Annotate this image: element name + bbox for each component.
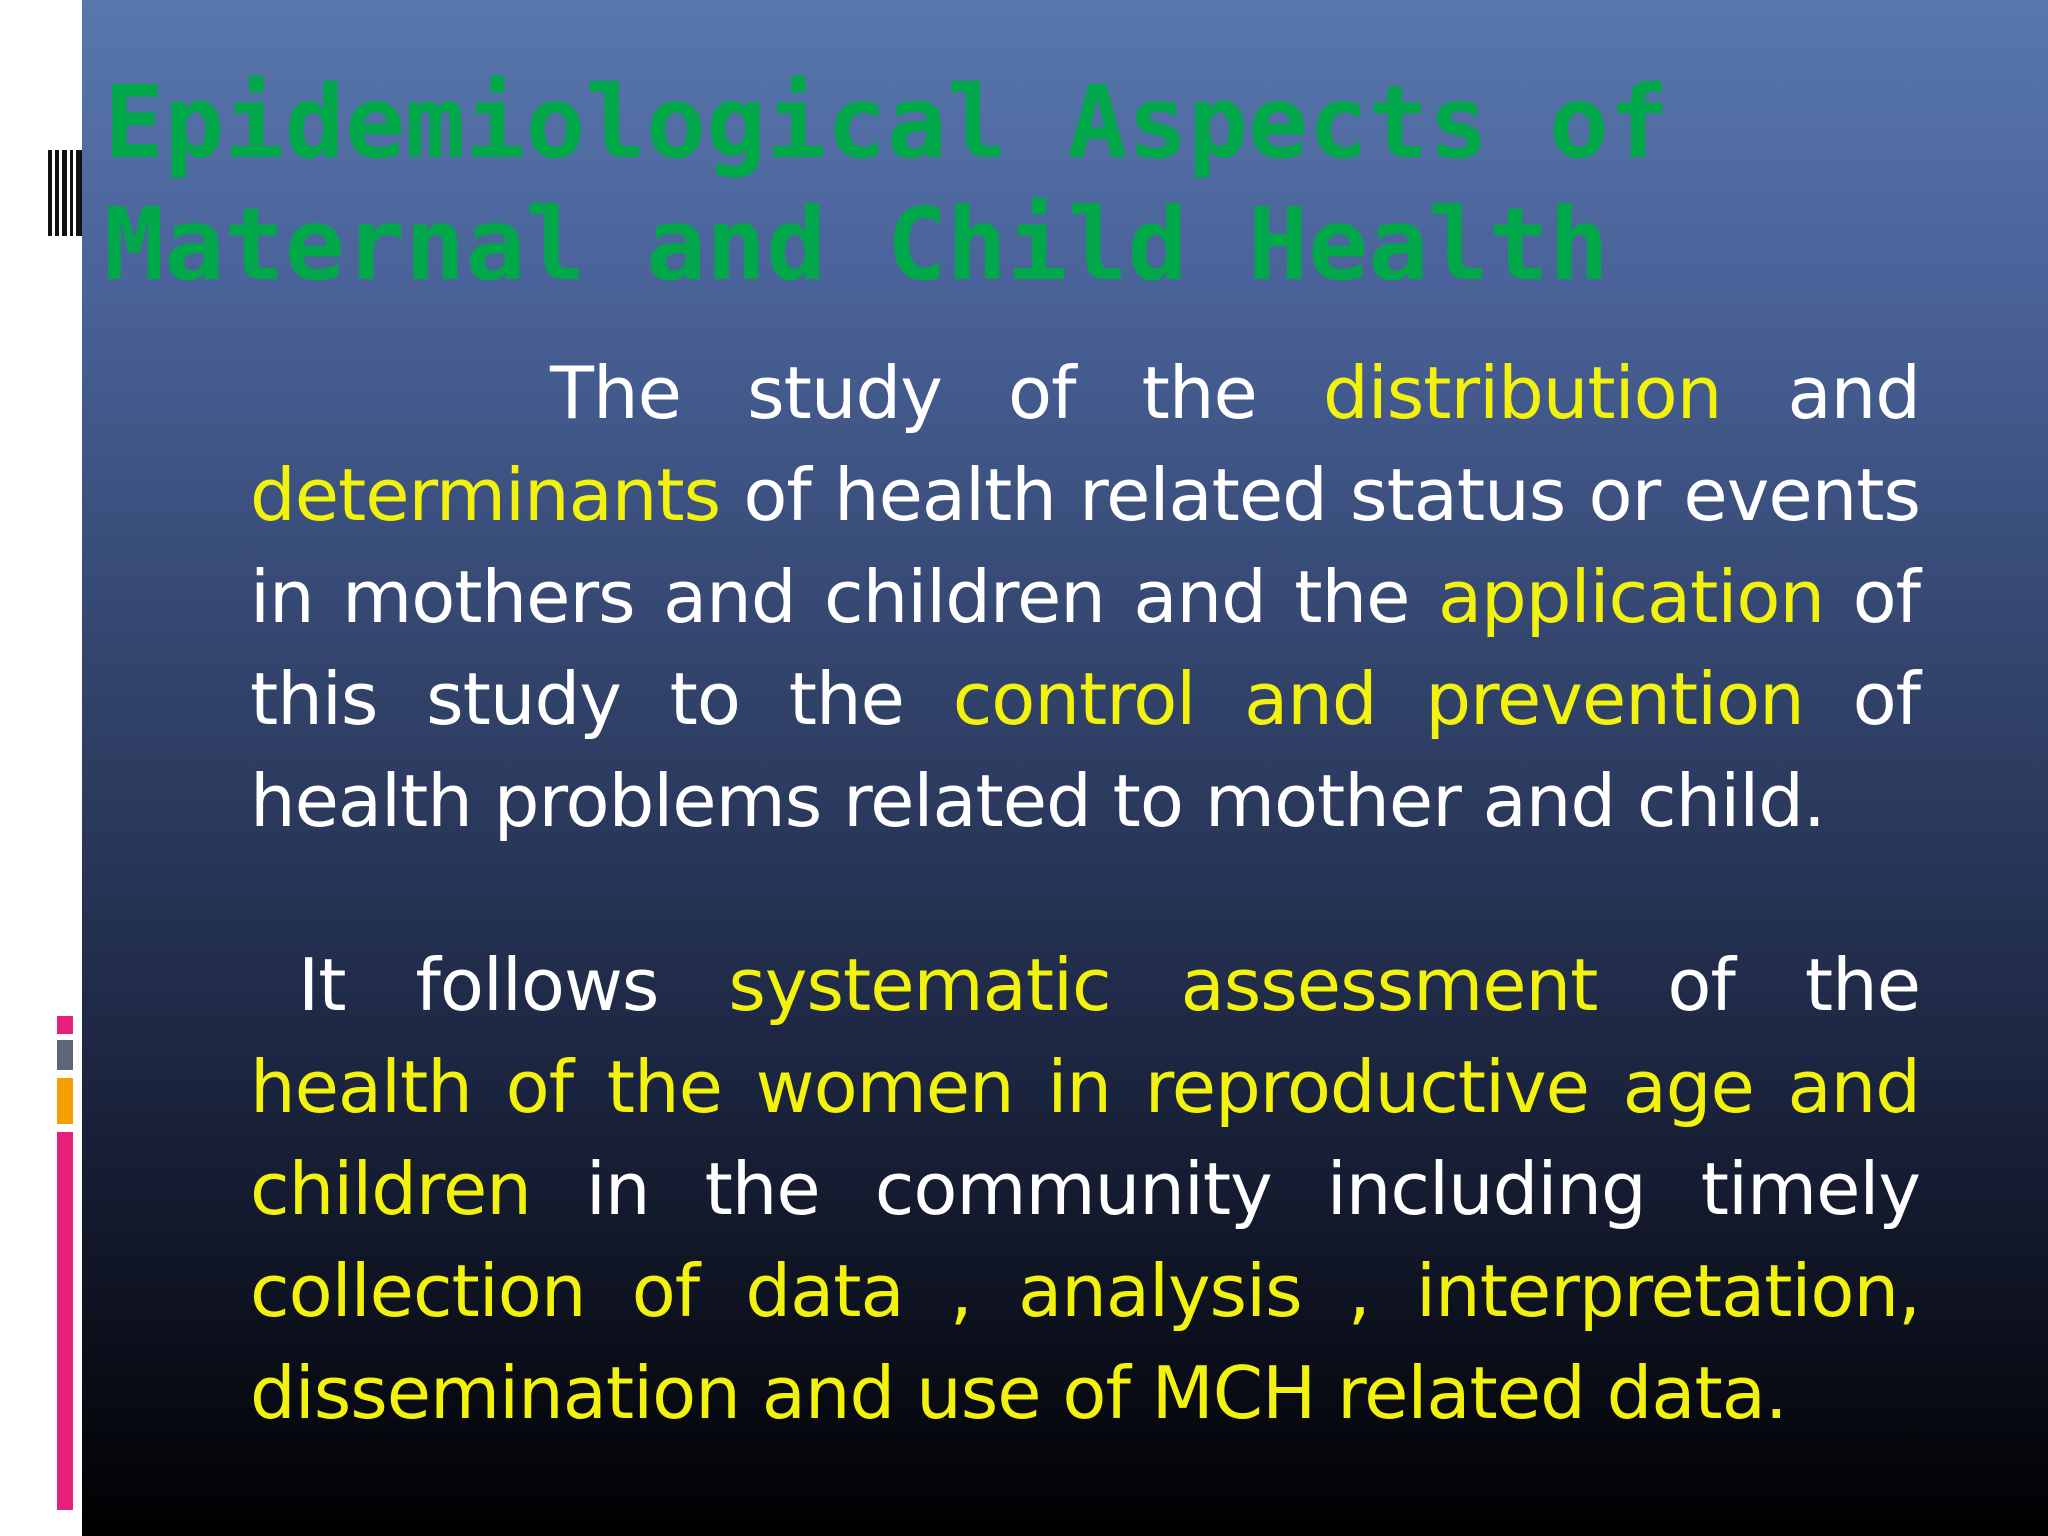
text-segment: of health related status or events in mothers and children and the bbox=[250, 453, 1920, 639]
decor-stripe bbox=[62, 150, 67, 236]
decor-stripe bbox=[70, 150, 73, 236]
highlight-systematic-assessment: systematic assessment bbox=[728, 943, 1598, 1027]
text-segment: It follows bbox=[298, 943, 729, 1027]
slide-title bbox=[104, 62, 1669, 306]
decor-stripe bbox=[48, 150, 52, 236]
text-segment: of this study to the bbox=[250, 555, 1920, 741]
highlight-application: application bbox=[1437, 555, 1825, 639]
highlight-control-and-prevention: control and prevention bbox=[952, 657, 1804, 741]
decor-stripe bbox=[55, 150, 59, 236]
decor-bar-orange bbox=[57, 1078, 73, 1124]
decor-bar-gray bbox=[57, 1040, 73, 1070]
highlight-distribution: distribution bbox=[1323, 351, 1722, 435]
assessment-paragraph bbox=[250, 934, 1920, 1444]
slide-title-line-2: Maternal and Child Health bbox=[104, 186, 1610, 303]
decor-bar-pink-long bbox=[57, 1132, 73, 1510]
content-panel bbox=[82, 0, 2048, 1536]
highlight-determinants: determinants bbox=[250, 453, 721, 537]
text-segment: The study of the bbox=[550, 351, 1324, 435]
slide-title-line-1: Epidemiological Aspects of bbox=[104, 64, 1670, 181]
text-segment: of the bbox=[1597, 943, 1921, 1027]
text-segment: and bbox=[1721, 351, 1920, 435]
text-segment: of health problems related to mother and child. bbox=[250, 657, 1921, 843]
highlight-health-of-women: health of the women in reproductive age and children bbox=[250, 1045, 1920, 1231]
definition-paragraph bbox=[250, 342, 1920, 852]
decor-bar-pink bbox=[57, 1016, 73, 1034]
text-segment: in the community including timely bbox=[530, 1147, 1920, 1231]
highlight-data-collection: collection of data , analysis , interpretation, dissemination and use of MCH related data. bbox=[250, 1249, 1920, 1435]
